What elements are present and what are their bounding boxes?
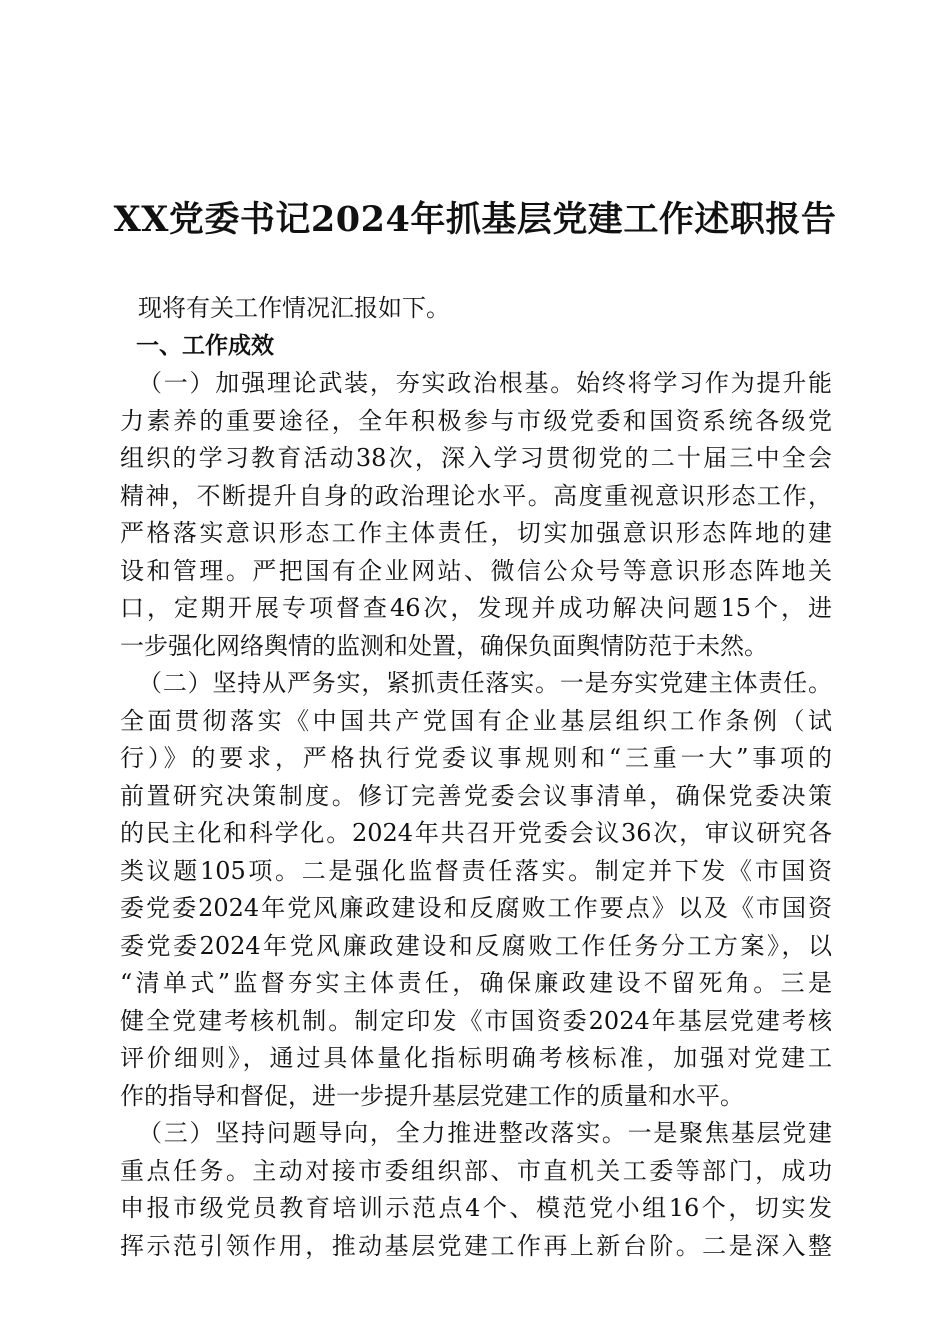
paragraph-line: 前置研究决策制度。修订完善党委会议事清单，确保党委决策 [120,781,832,810]
paragraph-line: 的民主化和科学化。2024年共召开党委会议36次，审议研究各 [120,819,832,847]
paragraph-line: （二）坚持从严务实，紧抓责任落实。一是夯实党建主体责任。 [138,669,832,697]
paragraph-line: 评价细则》，通过具体量化指标明确考核标准，加强对党建工 [120,1044,832,1072]
section-heading: 一、工作成效 [136,332,274,359]
paragraph-line: 全面贯彻落实《中国共产党国有企业基层组织工作条例（试 [120,706,832,735]
paragraph-line: 行）》的要求，严格执行党委议事规则和“三重一大”事项的 [120,744,832,772]
paragraph-line: 严格落实意识形态工作主体责任，切实加强意识形态阵地的建 [120,519,832,547]
paragraph-line: 口，定期开展专项督查46次，发现并成功解决问题15个，进 [120,594,832,622]
paragraph-line: 健全党建考核机制。制定印发《市国资委2024年基层党建考核 [120,1006,832,1035]
document-title: XX党委书记2024年抓基层党建工作述职报告 [113,199,837,240]
paragraph-line: 设和管理。严把国有企业网站、微信公众号等意识形态阵地关 [120,556,832,585]
paragraph-line: 委党委2024年党风廉政建设和反腐败工作要点》以及《市国资 [120,894,832,922]
paragraph-line: 组织的学习教育活动38次，深入学习贯彻党的二十届三中全会 [120,444,832,472]
paragraph-line: 重点任务。主动对接市委组织部、市直机关工委等部门，成功 [120,1156,832,1185]
paragraph-line: （三）坚持问题导向，全力推进整改落实。一是聚焦基层党建 [138,1119,832,1147]
paragraph-line: 类议题105项。二是强化监督责任落实。制定并下发《市国资 [120,856,832,885]
document-body [120,290,832,1265]
paragraph-line: “清单式”监督夯实主体责任，确保廉政建设不留死角。三是 [120,969,832,997]
paragraph-line: 作的指导和督促，进一步提升基层党建工作的质量和水平。 [120,1081,744,1110]
intro-paragraph: 现将有关工作情况汇报如下。 [138,294,450,322]
paragraph-line: 委党委2024年党风廉政建设和反腐败工作任务分工方案》，以 [120,931,832,960]
paragraph-line: 精神，不断提升自身的政治理论水平。高度重视意识形态工作， [120,481,832,510]
paragraph-line: （一）加强理论武装，夯实政治根基。始终将学习作为提升能 [138,369,832,397]
paragraph-line: 挥示范引领作用，推动基层党建工作再上新台阶。二是深入整 [120,1231,832,1260]
paragraph-line: 力素养的重要途径，全年积极参与市级党委和国资系统各级党 [120,406,832,435]
paragraph-line: 一步强化网络舆情的监测和处置，确保负面舆情防范于未然。 [120,631,768,660]
paragraph-line: 申报市级党员教育培训示范点4个、模范党小组16个，切实发 [120,1194,832,1222]
